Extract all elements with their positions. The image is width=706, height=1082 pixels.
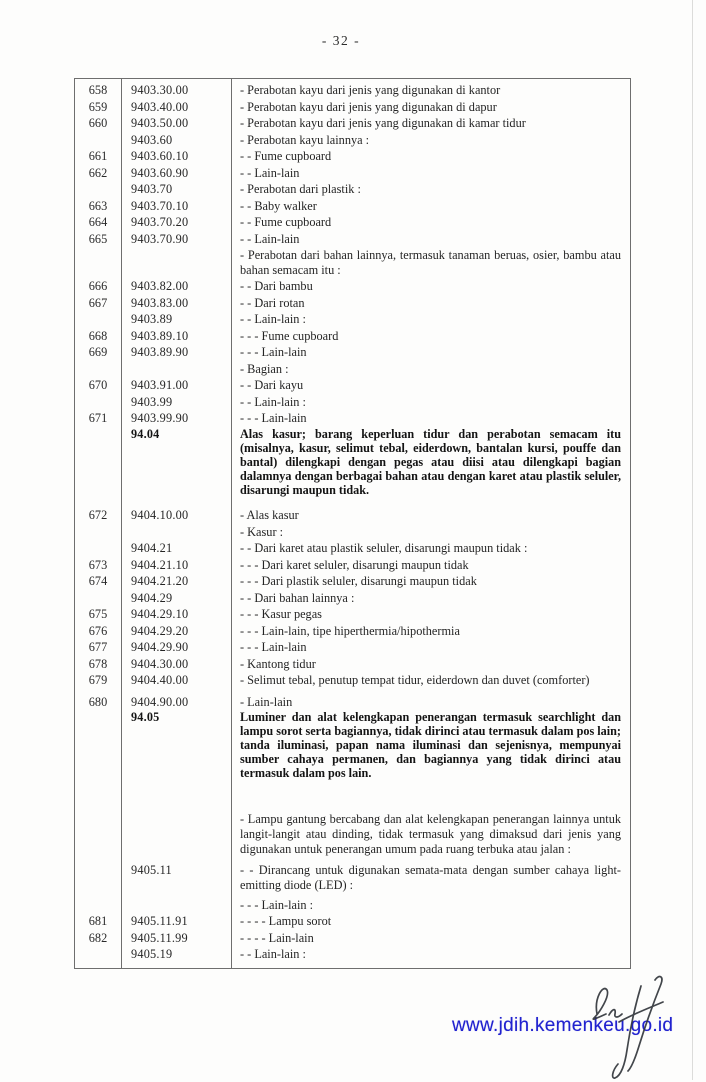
table-row <box>75 711 630 782</box>
description-cell: - - - Lain-lain, tipe hiperthermia/hipothermia <box>240 623 460 638</box>
description-cell: - - - Kasur pegas <box>240 607 322 622</box>
row-number-cell <box>75 394 122 411</box>
row-number-cell <box>75 247 122 278</box>
description-cell: - Perabotan kayu lainnya : <box>240 132 370 147</box>
table-row <box>75 411 630 428</box>
hs-code-cell: 9404.10.00 <box>122 498 232 524</box>
hs-code-cell <box>122 361 232 378</box>
table-row <box>75 198 630 215</box>
hs-code-cell: 9403.60 <box>122 132 232 149</box>
table-row <box>75 914 630 931</box>
description-cell: - - Dari karet atau plastik seluler, disarungi maupun tidak : <box>240 541 528 556</box>
row-number-cell: 659 <box>75 99 122 116</box>
row-number-cell: 671 <box>75 411 122 428</box>
hs-code-cell: 9404.90.00 <box>122 689 232 711</box>
signature-icon <box>575 972 675 1082</box>
hs-code-cell: 9404.21.20 <box>122 573 232 590</box>
table-row <box>75 930 630 947</box>
hs-code-cell: 9403.83.00 <box>122 295 232 312</box>
table-row <box>75 328 630 345</box>
row-number-cell <box>75 711 122 782</box>
hs-code-cell: 9404.29 <box>122 590 232 607</box>
row-number-cell: 666 <box>75 279 122 296</box>
table-row <box>75 498 630 524</box>
description-cell: - - Lain-lain : <box>240 394 306 409</box>
table-row <box>75 231 630 248</box>
table-row <box>75 394 630 411</box>
row-number-cell <box>75 857 122 894</box>
table-row <box>75 540 630 557</box>
table-row <box>75 115 630 132</box>
table-row <box>75 378 630 395</box>
table-row <box>75 639 630 656</box>
description-cell: Alas kasur; barang keperluan tidur dan perabotan semacam itu (misalnya, kasur, selimut tebal, eiderdown, bantalan kursi, pouffe dan bantal) dilengkapi dengan pegas atau diisi atau dilengkapi bagian dalamnya dengan berbagai bahan atau dengan karet atau plastik seluler, disarungi maupun tidak. <box>240 426 621 497</box>
description-cell: - - Dari bambu <box>240 279 313 294</box>
row-number-cell: 667 <box>75 295 122 312</box>
table-row <box>75 656 630 673</box>
table-row <box>75 524 630 541</box>
hs-code-cell: 94.05 <box>122 711 232 782</box>
row-number-cell: 677 <box>75 639 122 656</box>
table-row <box>75 214 630 231</box>
table-row <box>75 165 630 182</box>
row-number-cell: 663 <box>75 198 122 215</box>
description-cell: - - - Lain-lain : <box>240 897 314 912</box>
row-number-cell: 668 <box>75 328 122 345</box>
row-number-cell: 676 <box>75 623 122 640</box>
row-number-cell: 681 <box>75 914 122 931</box>
description-cell: - - Lain-lain <box>240 165 300 180</box>
hs-code-cell: 9403.50.00 <box>122 115 232 132</box>
description-cell: - - - Dari plastik seluler, disarungi maupun tidak <box>240 574 477 589</box>
row-number-cell: 672 <box>75 498 122 524</box>
hs-code-cell: 9403.82.00 <box>122 279 232 296</box>
description-cell: - - Lain-lain : <box>240 312 306 327</box>
row-number-cell: 678 <box>75 656 122 673</box>
hs-code-cell: 9403.70.10 <box>122 198 232 215</box>
description-cell: Luminer dan alat kelengkapan penerangan termasuk searchlight dan lampu sorot serta bagiannya, tidak dirinci atau termasuk dalam pos lain; tanda iluminasi, papan nama iluminasi dan sejenisnya, mempunyai sumber cahaya permanen, dan bagiannya yang tidak dirinci atau termasuk dalam pos lain. <box>240 710 621 781</box>
description-cell: - Lampu gantung bercabang dan alat kelengkapan penerangan lainnya untuk langit-langit atau dinding, tidak termasuk yang dimaksud dari jenis yang digunakan untuk penerangan umum pada ruang terbuka atau jalan : <box>240 811 621 856</box>
table-row <box>75 590 630 607</box>
table-row <box>75 894 630 914</box>
table-row <box>75 99 630 116</box>
description-cell: - Bagian : <box>240 361 289 376</box>
hs-code-cell: 9404.21 <box>122 540 232 557</box>
table-row <box>75 857 630 894</box>
row-number-cell: 665 <box>75 231 122 248</box>
table-row <box>75 181 630 198</box>
table-row <box>75 606 630 623</box>
hs-code-cell: 9404.30.00 <box>122 656 232 673</box>
description-cell: - Selimut tebal, penutup tempat tidur, eiderdown dan duvet (comforter) <box>240 673 590 688</box>
hs-code-cell: 9405.11 <box>122 857 232 894</box>
table-row <box>75 312 630 329</box>
hs-code-cell <box>122 524 232 541</box>
description-cell: - - Lain-lain <box>240 231 300 246</box>
row-number-cell: 670 <box>75 378 122 395</box>
description-cell: - - Fume cupboard <box>240 215 332 229</box>
row-number-cell <box>75 312 122 329</box>
hs-code-cell: 9403.30.00 <box>122 79 232 99</box>
table-row <box>75 947 630 969</box>
hs-code-cell: 9405.11.91 <box>122 914 232 931</box>
description-cell: - Perabotan dari plastik : <box>240 182 361 196</box>
row-number-cell <box>75 894 122 914</box>
description-cell: - Kasur : <box>240 524 284 539</box>
hs-code-cell: 9405.11.99 <box>122 930 232 947</box>
hs-code-cell: 9403.99.90 <box>122 411 232 428</box>
table-row <box>75 361 630 378</box>
hs-code-cell: 9403.70.20 <box>122 214 232 231</box>
description-cell: - - Lain-lain : <box>240 947 306 962</box>
table-row <box>75 79 630 99</box>
table-row <box>75 557 630 574</box>
table-row <box>75 132 630 149</box>
description-cell: - - Dirancang untuk digunakan semata-mata dengan sumber cahaya light-emitting diode (LED) : <box>240 863 621 893</box>
hs-code-cell: 9404.29.20 <box>122 623 232 640</box>
description-cell: - Perabotan dari bahan lainnya, termasuk tanaman beruas, osier, bambu atau bahan semacam itu : <box>240 248 621 277</box>
row-number-cell <box>75 427 122 498</box>
table-row <box>75 247 630 278</box>
hs-code-cell: 9403.70 <box>122 181 232 198</box>
table-row <box>75 427 630 498</box>
hs-code-cell <box>122 247 232 278</box>
description-cell: - Perabotan kayu dari jenis yang digunakan di dapur <box>240 99 497 114</box>
row-number-cell <box>75 181 122 198</box>
row-number-cell <box>75 590 122 607</box>
description-cell: - Lain-lain <box>240 694 293 709</box>
table-row <box>75 623 630 640</box>
row-number-cell: 679 <box>75 672 122 689</box>
hs-code-cell: 9403.89 <box>122 312 232 329</box>
description-cell: - Perabotan kayu dari jenis yang digunakan di kantor <box>240 83 501 97</box>
hs-code-cell <box>122 782 232 858</box>
description-cell: - - - - Lain-lain <box>240 930 314 945</box>
hs-code-cell: 9403.89.90 <box>122 345 232 362</box>
page-number: - 32 - <box>321 33 361 48</box>
description-cell: - - Dari bahan lainnya : <box>240 590 355 605</box>
hs-code-cell <box>122 894 232 914</box>
row-number-cell <box>75 361 122 378</box>
hs-code-cell: 9404.29.10 <box>122 606 232 623</box>
hs-code-cell: 94.04 <box>122 427 232 498</box>
description-cell: - Alas kasur <box>240 508 299 523</box>
hs-code-cell: 9403.99 <box>122 394 232 411</box>
table-row <box>75 148 630 165</box>
row-number-cell: 674 <box>75 573 122 590</box>
table-row <box>75 295 630 312</box>
description-cell: - - - Lain-lain <box>240 345 307 360</box>
scan-edge-artifact <box>692 0 693 1080</box>
row-number-cell: 675 <box>75 606 122 623</box>
row-number-cell: 682 <box>75 930 122 947</box>
row-number-cell <box>75 132 122 149</box>
table-row <box>75 689 630 711</box>
row-number-cell: 669 <box>75 345 122 362</box>
row-number-cell <box>75 524 122 541</box>
table-row <box>75 782 630 858</box>
table-row <box>75 279 630 296</box>
row-number-cell: 658 <box>75 79 122 99</box>
row-number-cell: 680 <box>75 689 122 711</box>
description-cell: - - Baby walker <box>240 198 317 213</box>
description-cell: - - - Lain-lain <box>240 411 307 426</box>
description-cell: - - Dari rotan <box>240 295 305 310</box>
table-row <box>75 672 630 689</box>
hs-code-cell: 9405.19 <box>122 947 232 969</box>
description-cell: - Kantong tidur <box>240 656 316 671</box>
row-number-cell <box>75 540 122 557</box>
description-cell: - - - Fume cupboard <box>240 328 339 343</box>
row-number-cell: 662 <box>75 165 122 182</box>
table-row <box>75 573 630 590</box>
row-number-cell: 661 <box>75 148 122 165</box>
row-number-cell: 673 <box>75 557 122 574</box>
hs-code-cell: 9403.40.00 <box>122 99 232 116</box>
hs-code-cell: 9403.60.10 <box>122 148 232 165</box>
description-cell: - - - Dari karet seluler, disarungi maupun tidak <box>240 557 469 572</box>
row-number-cell: 664 <box>75 214 122 231</box>
row-number-cell <box>75 947 122 969</box>
watermark-url: www.jdih.kemenkeu.go.id <box>452 1015 674 1036</box>
description-cell: - - - - Lampu sorot <box>240 914 332 929</box>
table-row <box>75 345 630 362</box>
description-cell: - - - Lain-lain <box>240 640 307 655</box>
hs-code-cell: 9404.29.90 <box>122 639 232 656</box>
hs-code-cell: 9404.21.10 <box>122 557 232 574</box>
hs-table <box>74 78 631 969</box>
hs-code-cell: 9403.70.90 <box>122 231 232 248</box>
description-cell: - Perabotan kayu dari jenis yang digunakan di kamar tidur <box>240 116 526 130</box>
description-cell: - - Fume cupboard <box>240 149 332 163</box>
row-number-cell <box>75 782 122 858</box>
hs-code-cell: 9404.40.00 <box>122 672 232 689</box>
hs-code-cell: 9403.91.00 <box>122 378 232 395</box>
row-number-cell: 660 <box>75 115 122 132</box>
hs-code-cell: 9403.89.10 <box>122 328 232 345</box>
description-cell: - - Dari kayu <box>240 378 304 393</box>
hs-code-cell: 9403.60.90 <box>122 165 232 182</box>
